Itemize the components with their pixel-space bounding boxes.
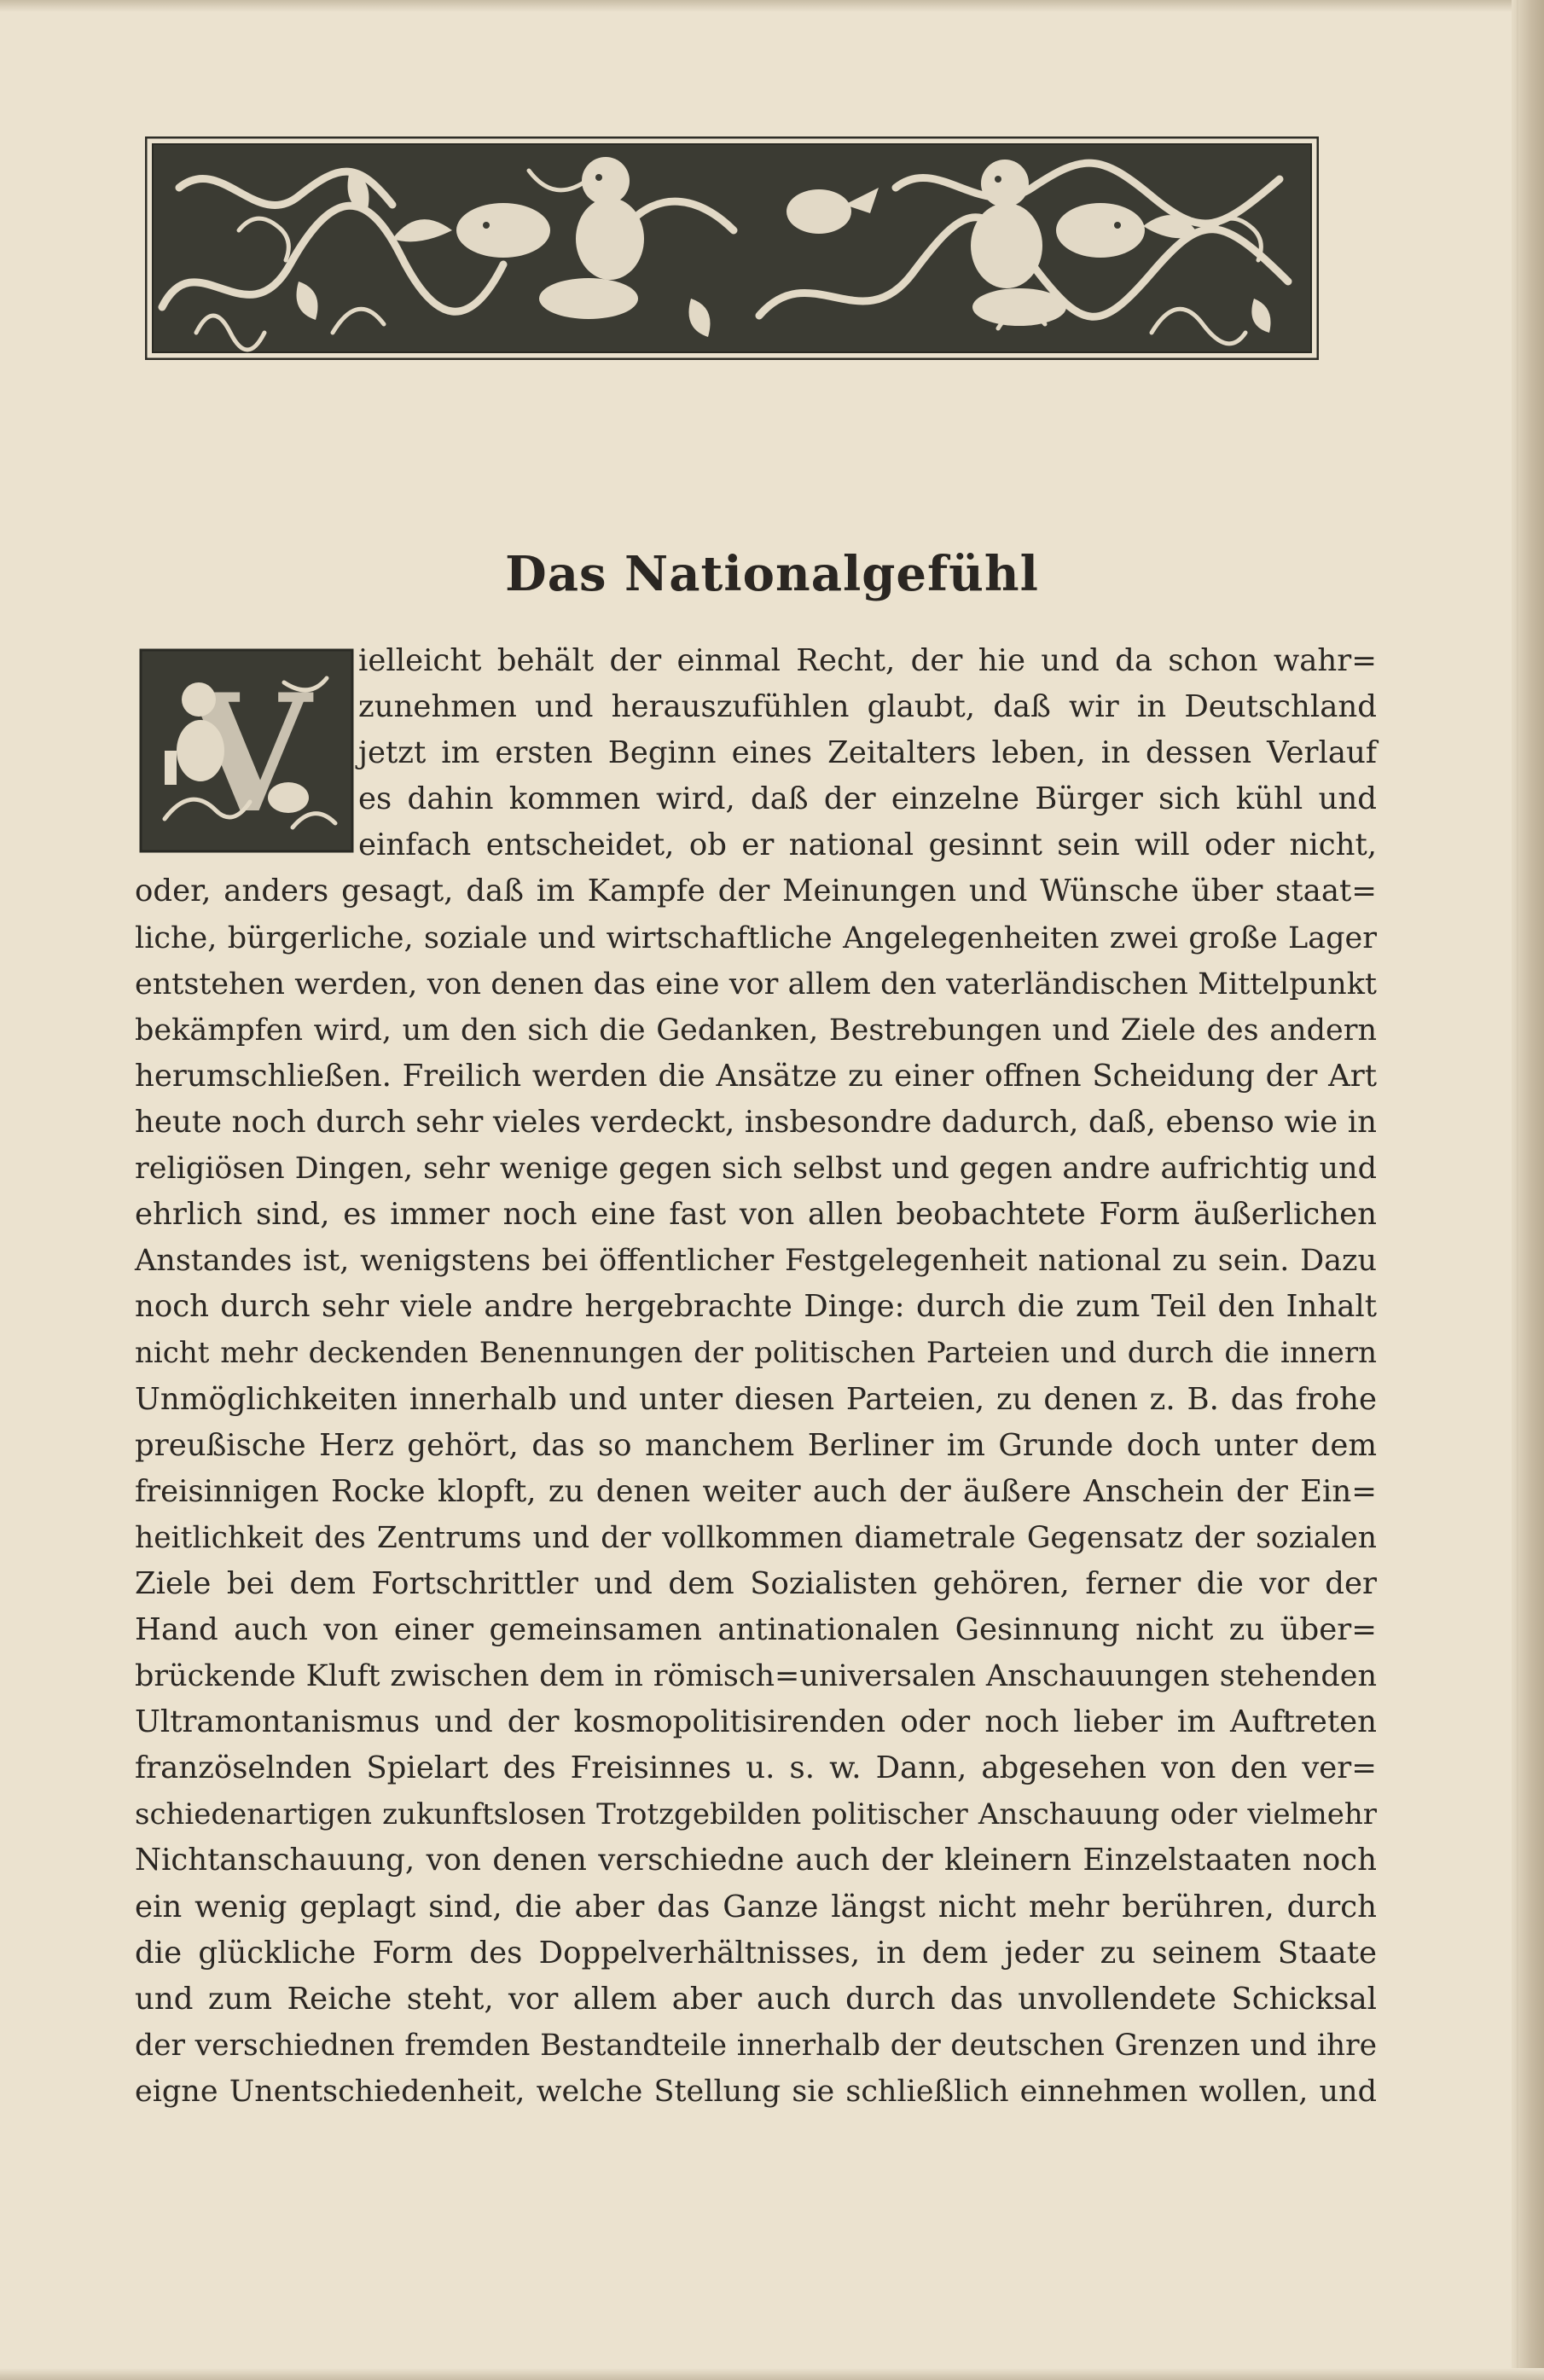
text-line: eigne Unentschiedenheit, welche Stellung sie schließlich einnehmen wollen, und bbox=[135, 2074, 1377, 2109]
text-line: die glückliche Form des Doppelverhältnisses, in dem jeder zu seinem Staate bbox=[135, 1935, 1377, 1971]
text-line: Ziele bei dem Fortschrittler und dem Sozialisten gehören, ferner die vor der bbox=[135, 1565, 1377, 1601]
text-line: heute noch durch sehr vieles verdeckt, insbesondre dadurch, daß, ebenso wie in bbox=[135, 1104, 1377, 1140]
text-line: zunehmen und herauszufühlen glaubt, daß wir in Deutschland bbox=[358, 689, 1377, 725]
page-right-edge bbox=[1512, 0, 1544, 2380]
text-line: brückende Kluft zwischen dem in römisch=universalen Anschauungen stehenden bbox=[135, 1659, 1377, 1694]
text-line: ielleicht behält der einmal Recht, der hie und da schon wahr= bbox=[358, 643, 1377, 678]
text-line: Hand auch von einer gemeinsamen antinationalen Gesinnung nicht zu über= bbox=[135, 1611, 1377, 1647]
text-line: Anstandes ist, wenigstens bei öffentlicher Festgelegenheit national zu sein. Dazu bbox=[135, 1244, 1377, 1279]
text-line: der verschiednen fremden Bestandteile innerhalb der deutschen Grenzen und ihre bbox=[135, 2028, 1377, 2063]
text-line: französelnden Spielart des Freisinnes u. s. w. Dann, abgesehen von den ver= bbox=[135, 1750, 1377, 1786]
text-line: nicht mehr deckenden Benennungen der politischen Parteien und durch die innern bbox=[135, 1336, 1377, 1371]
text-line: und zum Reiche steht, vor allem aber auch durch das unvollendete Schicksal bbox=[135, 1981, 1377, 2017]
text-line: Ultramontanismus und der kosmopolitisirenden oder noch lieber im Auftreten bbox=[135, 1704, 1377, 1740]
article-body bbox=[135, 638, 1377, 2115]
page-top-shadow bbox=[0, 0, 1544, 12]
text-line: herumschließen. Freilich werden die Ansätze zu einer offnen Scheidung der Art bbox=[135, 1058, 1377, 1094]
text-line: noch durch sehr viele andre hergebrachte Dinge: durch die zum Teil den Inhalt bbox=[135, 1289, 1377, 1325]
text-line: Unmöglichkeiten innerhalb und unter diesen Parteien, zu denen z. B. das frohe bbox=[135, 1381, 1377, 1417]
page-bottom-shadow bbox=[0, 2368, 1544, 2380]
text-line: liche, bürgerliche, soziale und wirtschaftliche Angelegenheiten zwei große Lager bbox=[135, 920, 1377, 955]
text-line: ein wenig geplagt sind, die aber das Ganze längst nicht mehr berühren, durch bbox=[135, 1889, 1377, 1924]
text-line: ehrlich sind, es immer noch eine fast von allen beobachtete Form äußerlichen bbox=[135, 1197, 1377, 1233]
text-line: freisinnigen Rocke klopft, zu denen weiter auch der äußere Anschein der Ein= bbox=[135, 1473, 1377, 1509]
text-line: heitlichkeit des Zentrums und der vollkommen diametrale Gegensatz der sozialen bbox=[135, 1520, 1377, 1555]
text-line: es dahin kommen wird, daß der einzelne Bürger sich kühl und bbox=[358, 781, 1377, 817]
text-line: Nichtanschauung, von denen verschiedne auch der kleinern Einzelstaaten noch bbox=[135, 1843, 1377, 1878]
text-line: entstehen werden, von denen das eine vor allem den vaterländischen Mittelpunkt bbox=[135, 967, 1377, 1001]
text-line: oder, anders gesagt, daß im Kampfe der Meinungen und Wünsche über staat= bbox=[135, 874, 1377, 909]
text-line: schiedenartigen zukunftslosen Trotzgebilden politischer Anschauung oder vielmehr bbox=[135, 1797, 1377, 1832]
text-line: einfach entscheidet, ob er national gesinnt sein will oder nicht, bbox=[358, 827, 1377, 863]
text-line: jetzt im ersten Beginn eines Zeitalters leben, in dessen Verlauf bbox=[358, 735, 1377, 771]
article-title: Das Nationalgefühl bbox=[505, 546, 1039, 602]
text-line: bekämpfen wird, um den sich die Gedanken, Bestrebungen und Ziele des andern bbox=[135, 1013, 1377, 1048]
ornamental-header-banner bbox=[145, 136, 1319, 360]
drop-cap-letter: V bbox=[185, 659, 311, 849]
text-line: religiösen Dingen, sehr wenige gegen sich selbst und gegen andre aufrichtig und bbox=[135, 1152, 1377, 1187]
text-line: preußische Herz gehört, das so manchem Berliner im Grunde doch unter dem bbox=[135, 1427, 1377, 1463]
banner-illustration bbox=[145, 136, 1319, 360]
